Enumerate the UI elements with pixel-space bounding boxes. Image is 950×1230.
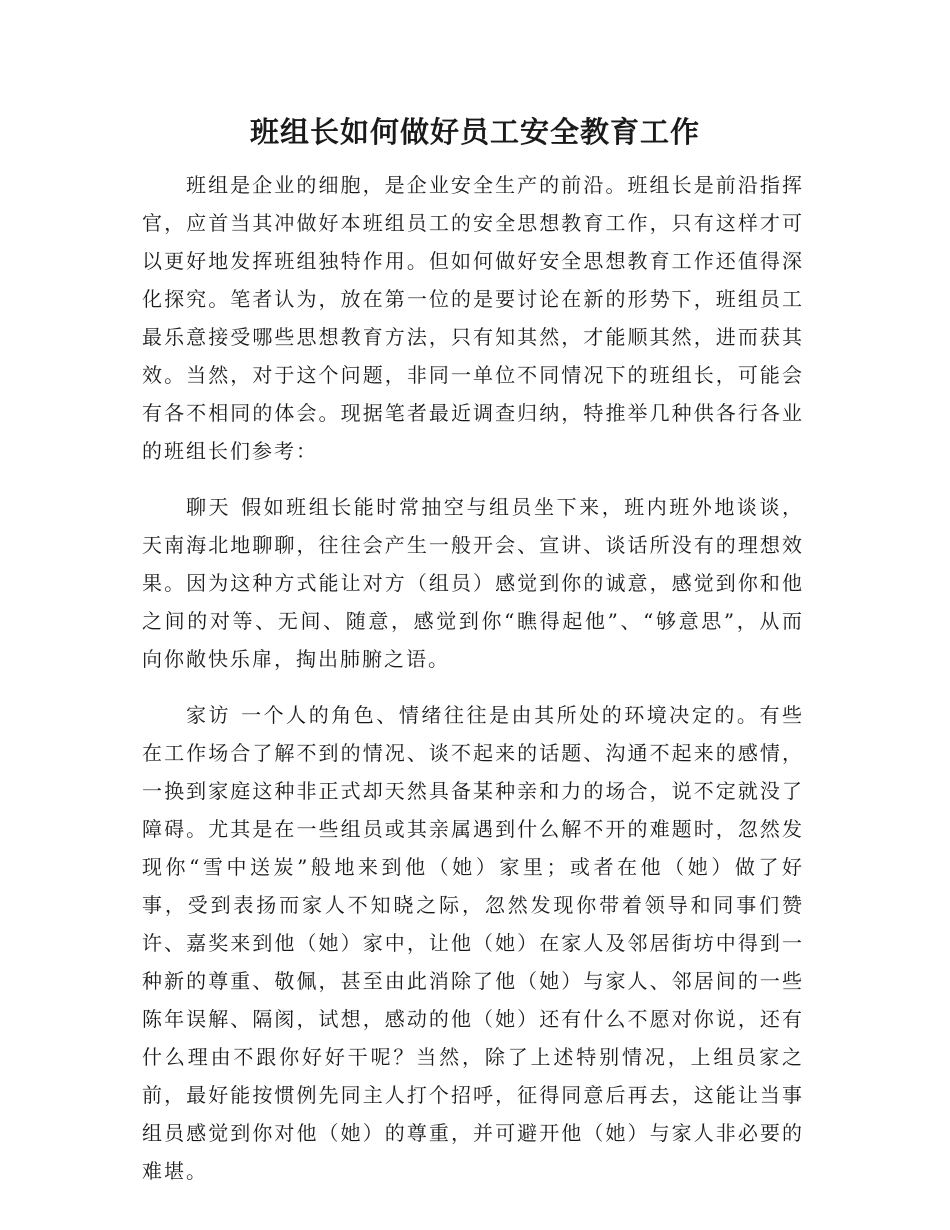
- document-body: [142, 166, 804, 1190]
- paragraph-chat: [142, 488, 804, 678]
- paragraph-intro: [142, 166, 804, 470]
- paragraph-lead-term: 家访: [186, 703, 232, 727]
- paragraph-text: 一个人的角色、情绪往往是由其所处的环境决定的。有些在工作场合了解不到的情况、谈不起来的话题、沟通不起来的感情，一换到家庭这种非正式却天然具备某种亲和力的场合，说不定就没了障碍。尤其是在一些组员或其亲属遇到什么解不开的难题时，忽然发现你“雪中送炭”般地来到他（她）家里；或者在他（她）做了好事，受到表扬而家人不知晓之际，忽然发现你带着领导和同事们赞许、嘉奖来到他（她）家中，让他（她）在家人及邻居街坊中得到一种新的尊重、敬佩，甚至由此消除了他（她）与家人、邻居间的一些陈年误解、隔阂，试想，感动的他（她）还有什么不愿对你说，还有什么理由不跟你好好干呢？当然，除了上述特别情况，上组员家之前，最好能按惯例先同主人打个招呼，征得同意后再去，这能让当事组员感觉到你对他（她）的尊重，并可避开他（她）与家人非必要的难堪。: [142, 703, 805, 1183]
- paragraph-text: 班组是企业的细胞，是企业安全生产的前沿。班组长是前沿指挥官，应首当其冲做好本班组员工的安全思想教育工作，只有这样才可以更好地发挥班组独特作用。但如何做好安全思想教育工作还值得深化探究。笔者认为，放在第一位的是要讨论在新的形势下，班组员工最乐意接受哪些思想教育方法，只有知其然，才能顺其然，进而获其效。当然，对于这个问题，非同一单位不同情况下的班组长，可能会有各不相同的体会。现据笔者最近调查归纳，特推举几种供各行各业的班组长们参考：: [142, 173, 804, 463]
- paragraph-text: 假如班组长能时常抽空与组员坐下来，班内班外地谈谈，天南海北地聊聊，往往会产生一般开会、宣讲、谈话所没有的理想效果。因为这种方式能让对方（组员）感觉到你的诚意，感觉到你和他之间的对等、无间、随意，感觉到你“瞧得起他”、“够意思”，从而向你敞快乐扉，掏出肺腑之语。: [142, 495, 805, 671]
- document-title: 班组长如何做好员工安全教育工作: [249, 115, 700, 149]
- paragraph-lead-term: 聊天: [186, 495, 232, 519]
- paragraph-home-visit: [142, 696, 804, 1190]
